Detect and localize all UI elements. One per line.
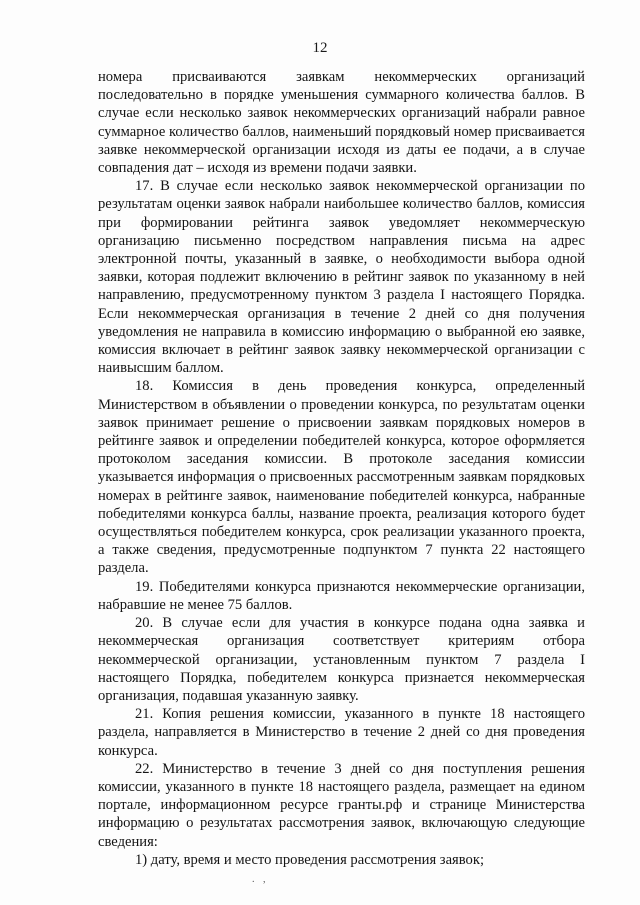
paragraph-18: 18. Комиссия в день проведения конкурса, определенный Министерством в объявлении о проведении конкурса, по результатам оценки заявок принимает решение о присвоении заявкам порядковых номеров в рейтинге заявок и определении победителей конкурса, которое оформляется протоколом заседания комиссии. В протоколе заседания комиссии указывается информация о присвоенных рассмотренным заявкам порядковых номерах в рейтинге заявок, наименование победителей конкурса, набранные победителями конкурса баллы, название проекта, реализация которого будет осуществляться победителем конкурса, срок реализации указанного проекта, а также сведения, предусмотренные подпунктом 7 пункта 22 настоящего раздела. <box>98 378 585 577</box>
paragraph-17: 17. В случае если несколько заявок некоммерческой организации по результатам оценки заявок набрали наибольшее количество баллов, комиссия при формировании рейтинга заявок уведомляет некоммерческую организацию письменно посредством направления письма на адрес электронной почты, указанный в заявке, о необходимости выбора одной заявки, которая подлежит включению в рейтинг заявок по указанному в ней направлению, предусмотренному пунктом 3 раздела I настоящего Порядка. Если некоммерческая организация в течение 2 дней со дня получения уведомления не направила в комиссию информацию о выбранной ею заявке, комиссия включает в рейтинг заявок заявку некоммерческой организации с наивысшим баллом. <box>98 178 585 377</box>
footer-marks: . , <box>252 874 269 885</box>
paragraph-21: 21. Копия решения комиссии, указанного в пункте 18 настоящего раздела, направляется в Министерство в течение 2 дней со дня проведения конкурса. <box>98 706 585 759</box>
paragraph-22: 22. Министерство в течение 3 дней со дня поступления решения комиссии, указанного в пункте 18 настоящего раздела, размещает на едином портале, информационном ресурсе гранты.рф и странице Министерства информацию о результатах рассмотрения заявок, включающую следующие сведения: <box>98 760 585 850</box>
page-number: 12 <box>312 40 328 56</box>
paragraph-19: 19. Победителями конкурса признаются некоммерческие организации, набравшие не менее 75 баллов. <box>98 578 585 613</box>
document-body <box>98 68 585 869</box>
paragraph-22-item-1: 1) дату, время и место проведения рассмотрения заявок; <box>135 851 484 868</box>
paragraph-continuation: номера присваиваются заявкам некоммерческих организаций последовательно в порядке уменьшения суммарного количества баллов. В случае если несколько заявок некоммерческих организаций набрали равное суммарное количество баллов, наименьший порядковый номер присваивается заявке некоммерческой организации исходя из даты ее подачи, а в случае совпадения дат – исходя из времени подачи заявки. <box>98 69 585 177</box>
paragraph-20: 20. В случае если для участия в конкурсе подана одна заявка и некоммерческая организация соответствует критериям отбора некоммерческой организации, установленным пунктом 7 раздела I настоящего Порядка, победителем конкурса признается некоммерческая организация, подавшая указанную заявку. <box>98 615 585 704</box>
